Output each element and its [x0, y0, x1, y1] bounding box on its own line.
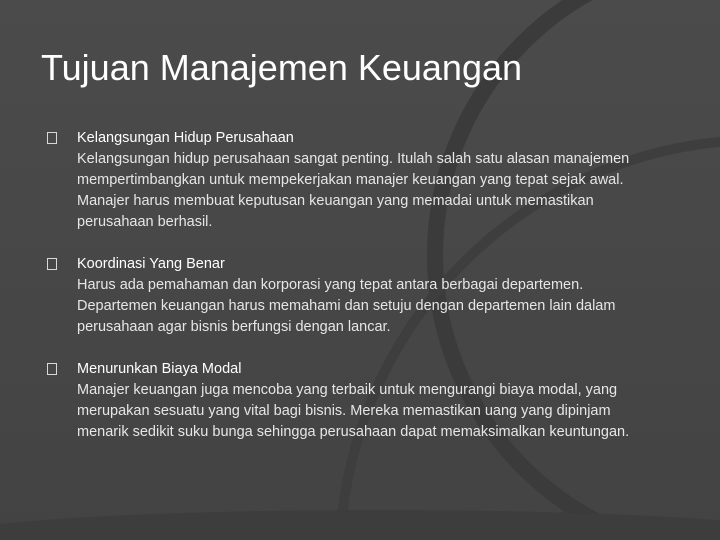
- item-heading: Kelangsungan Hidup Perusahaan: [77, 130, 294, 146]
- list-item: [47, 254, 637, 338]
- bullet-list: [47, 128, 637, 464]
- item-body: Kelangsungan hidup perusahaan sangat penting. Itulah salah satu alasan manajemen mempertimbangkan untuk mempekerjakan manajer keuangan yang tepat sejak awal. Manajer harus membuat keputusan keuangan yang memadai untuk memastikan perusahaan berhasil.: [77, 151, 630, 230]
- item-heading: Menurunkan Biaya Modal: [77, 361, 242, 377]
- square-bullet-icon: [47, 132, 57, 144]
- slide-title: Tujuan Manajemen Keuangan: [41, 47, 523, 88]
- square-bullet-icon: [47, 258, 57, 270]
- item-heading: Koordinasi Yang Benar: [77, 256, 225, 272]
- list-item: [47, 359, 637, 443]
- item-body: Harus ada pemahaman dan korporasi yang tepat antara berbagai departemen. Departemen keuangan harus memahami dan setuju dengan departemen lain dalam perusahaan agar bisnis berfungsi dengan lancar.: [77, 277, 616, 335]
- square-bullet-icon: [47, 363, 57, 375]
- list-item: [47, 128, 637, 233]
- item-body: Manajer keuangan juga mencoba yang terbaik untuk mengurangi biaya modal, yang merupakan sesuatu yang vital bagi bisnis. Mereka memastikan uang yang dipinjam menarik sedikit suku bunga sehingga perusahaan dapat memaksimalkan keuntungan.: [77, 382, 630, 440]
